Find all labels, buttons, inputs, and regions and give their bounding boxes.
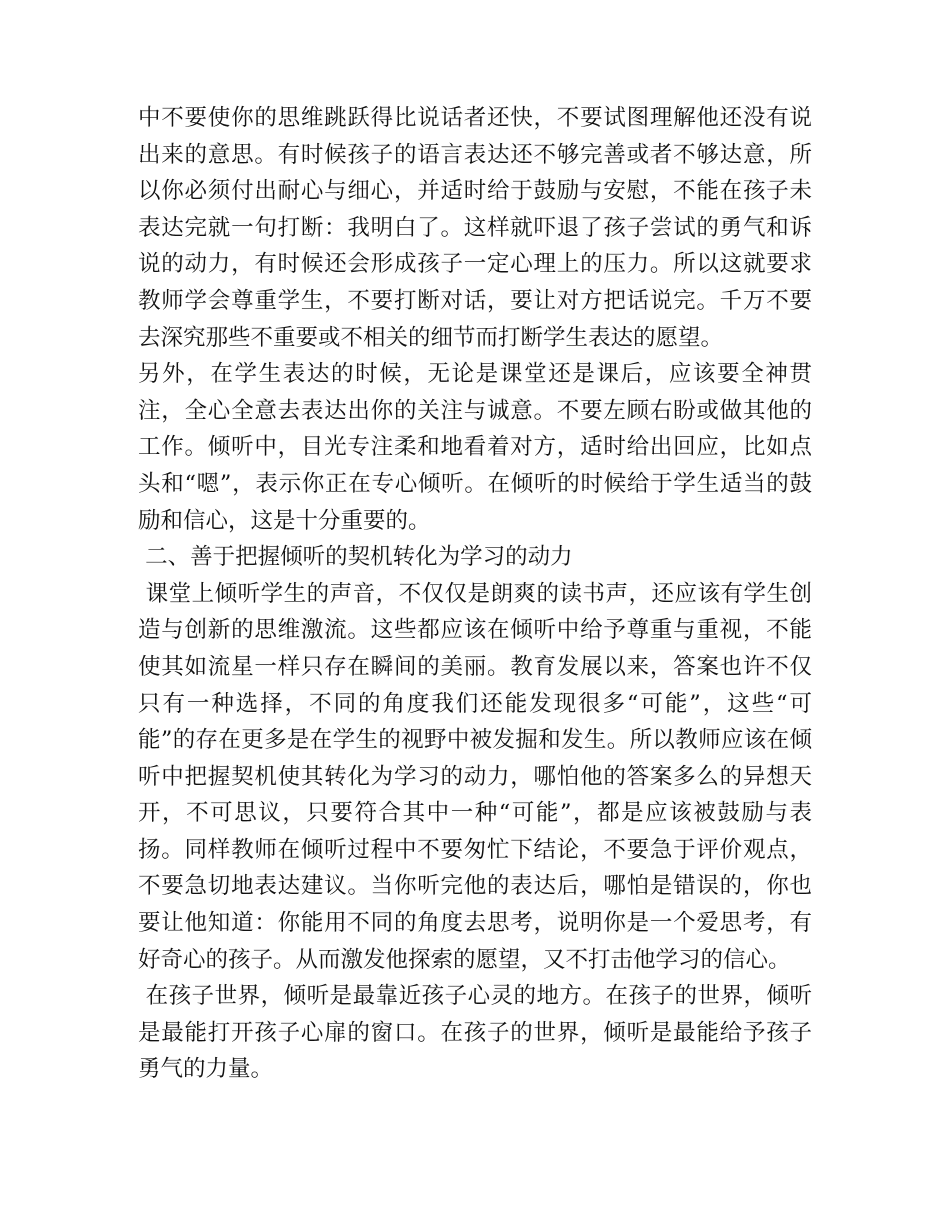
section-heading-2: 二、善于把握倾听的契机转化为学习的动力 [138, 544, 573, 571]
paragraph-opportunity: 课堂上倾听学生的声音，不仅仅是朗爽的读书声，还应该有学生创造与创新的思维激流。这些都应该在倾听中给予尊重与重视，不能使其如流星一样只存在瞬间的美丽。教育发展以来，答案也许不仅只有一种选择，不同的角度我们还能发现很多“可能”，这些“可能”的存在更多是在学生的视野中被发掘和发生。所以教师应该在倾听中把握契机使其转化为学习的动力，哪怕他的答案多么的异想天开，不可思议，只要符合其中一种“可能”，都是应该被鼓励与表扬。同样教师在倾听过程中不要匆忙下结论，不要急于评价观点，不要急切地表达建议。当你听完他的表达后，哪怕是错误的，你也要让他知道：你能用不同的角度去思考，说明你是一个爱思考，有好奇心的孩子。从而激发他探索的愿望，又不打击他学习的信心。 [138, 580, 812, 973]
paragraph-listening-patience: 中不要使你的思维跳跃得比说话者还快，不要试图理解他还没有说出来的意思。有时候孩子的语言表达还不够完善或者不够达意，所以你必须付出耐心与细心，并适时给于鼓励与安慰，不能在孩子未表达完就一句打断：我明白了。这样就吓退了孩子尝试的勇气和诉说的动力，有时候还会形成孩子一定心理上的压力。所以这就要求教师学会尊重学生，不要打断对话，要让对方把话说完。千万不要去深究那些不重要或不相关的细节而打断学生表达的愿望。 [138, 105, 812, 351]
paragraph-conclusion: 在孩子世界，倾听是最靠近孩子心灵的地方。在孩子的世界，倾听是最能打开孩子心扉的窗口。在孩子的世界，倾听是最能给予孩子勇气的力量。 [138, 983, 812, 1083]
paragraph-attention: 另外，在学生表达的时候，无论是课堂还是课后，应该要全神贯注，全心全意去表达出你的关注与诚意。不要左顾右盼或做其他的工作。倾听中，目光专注柔和地看着对方，适时给出回应，比如点头和“嗯”，表示你正在专心倾听。在倾听的时候给于学生适当的鼓励和信心，这是十分重要的。 [138, 361, 812, 534]
